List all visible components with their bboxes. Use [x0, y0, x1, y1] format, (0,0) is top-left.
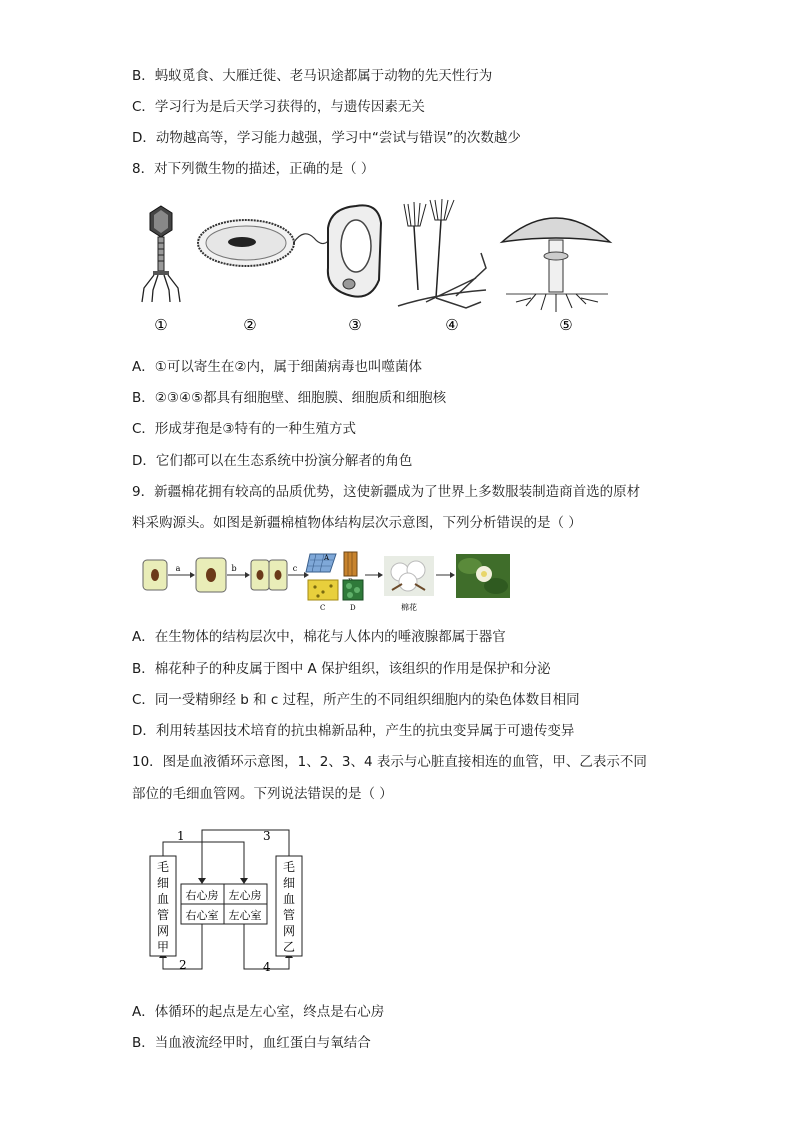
tissue-a — [306, 554, 336, 572]
q7-option-d: D．动物越高等，学习能力越强，学习中“尝试与错误”的次数越少 — [132, 130, 521, 146]
microorganism-figure — [136, 198, 616, 340]
right-net-char: 管 — [282, 908, 296, 922]
left-net-char: 毛 — [156, 860, 170, 874]
tissue-label-c: C — [320, 604, 326, 612]
q9-option-a: A．在生物体的结构层次中，棉花与人体内的唾液腺都属于器官 — [132, 629, 506, 645]
right-atrium-label: 右心房 — [185, 889, 219, 902]
tissue-d — [343, 580, 363, 600]
tissue-c — [308, 580, 338, 600]
q7-option-c: C．学习行为是后天学习获得的，与遗传因素无关 — [132, 99, 425, 115]
microbe-label-3: ③ — [348, 316, 362, 334]
right-net-char: 毛 — [282, 860, 296, 874]
plant-structure-figure — [140, 550, 515, 614]
mold-penicillium-image — [398, 199, 486, 308]
arrow-label-b: b — [231, 564, 237, 573]
left-net-char: 甲 — [156, 940, 170, 954]
left-net-char: 管 — [156, 908, 170, 922]
grown-cell — [196, 558, 226, 592]
left-atrium-label: 左心房 — [228, 889, 262, 902]
vessel-label-1: 1 — [177, 829, 185, 843]
q10-option-a: A．体循环的起点是左心室，终点是右心房 — [132, 1004, 385, 1020]
q10-stem-line2: 部位的毛细血管网。下列说法错误的是（ ） — [132, 786, 393, 802]
microbe-label-2: ② — [243, 316, 257, 334]
tissue-b — [344, 552, 357, 576]
cotton-label: 棉花 — [401, 603, 417, 612]
q8-stem: 8．对下列微生物的描述，正确的是（ ） — [132, 161, 375, 177]
zygote-cell — [143, 560, 167, 590]
microbe-label-1: ① — [154, 316, 168, 334]
right-net-char: 血 — [282, 892, 296, 906]
left-ventricle-label: 左心室 — [228, 909, 262, 922]
tissue-label-a: A — [324, 554, 330, 562]
right-net-char: 细 — [282, 876, 296, 890]
bacteriophage-image — [142, 206, 180, 302]
left-net-char: 网 — [156, 924, 170, 938]
vessel-label-2: 2 — [179, 958, 187, 972]
dividing-cells — [251, 560, 287, 590]
right-net-char: 网 — [282, 924, 296, 938]
right-ventricle-label: 右心室 — [185, 909, 219, 922]
left-net-char: 血 — [156, 892, 170, 906]
cotton-plant-image — [456, 554, 510, 598]
q8-option-b: B．②③④⑤都具有细胞壁、细胞膜、细胞质和细胞核 — [132, 390, 447, 406]
vessel-label-4: 4 — [263, 960, 271, 974]
q9-option-d: D．利用转基因技术培育的抗虫棉新品种，产生的抗虫变异属于可遗传变异 — [132, 723, 575, 739]
vessel-label-3: 3 — [263, 829, 271, 843]
q9-stem-line1: 9．新疆棉花拥有较高的品质优势，这使新疆成为了世界上多数服装制造商首选的原材 — [132, 484, 641, 500]
q9-option-b: B．棉花种子的种皮属于图中 A 保护组织，该组织的作用是保护和分泌 — [132, 661, 551, 677]
cotton-boll-image — [384, 556, 434, 596]
microbe-label-4: ④ — [445, 316, 459, 334]
microbe-label-5: ⑤ — [559, 316, 573, 334]
q8-option-c: C．形成芽孢是③特有的一种生殖方式 — [132, 421, 357, 437]
q7-option-b: B．蚂蚁觅食、大雁迁徙、老马识途都属于动物的先天性行为 — [132, 68, 493, 84]
q8-option-d: D．它们都可以在生态系统中扮演分解者的角色 — [132, 453, 413, 469]
tissue-label-d: D — [350, 604, 356, 612]
yeast-cell-image — [328, 205, 381, 296]
q10-option-b: B．当血液流经甲时，血红蛋白与氧结合 — [132, 1035, 371, 1051]
q9-stem-line2: 料采购源头。如图是新疆棉植物体结构层次示意图，下列分析错误的是（ ） — [132, 515, 582, 531]
blood-circulation-diagram — [140, 820, 310, 980]
right-net-char: 乙 — [282, 940, 296, 954]
arrow-label-c: c — [292, 564, 298, 573]
mushroom-image — [502, 218, 610, 312]
q9-option-c: C．同一受精卵经 b 和 c 过程，所产生的不同组织细胞内的染色体数目相同 — [132, 692, 580, 708]
q8-option-a: A．①可以寄生在②内，属于细菌病毒也叫噬菌体 — [132, 359, 422, 375]
bacterium-image — [198, 220, 332, 266]
q10-stem-line1: 10．图是血液循环示意图，1、2、3、4 表示与心脏直接相连的血管，甲、乙表示不同 — [132, 754, 647, 770]
arrow-label-a: a — [175, 564, 181, 573]
left-net-char: 细 — [156, 876, 170, 890]
